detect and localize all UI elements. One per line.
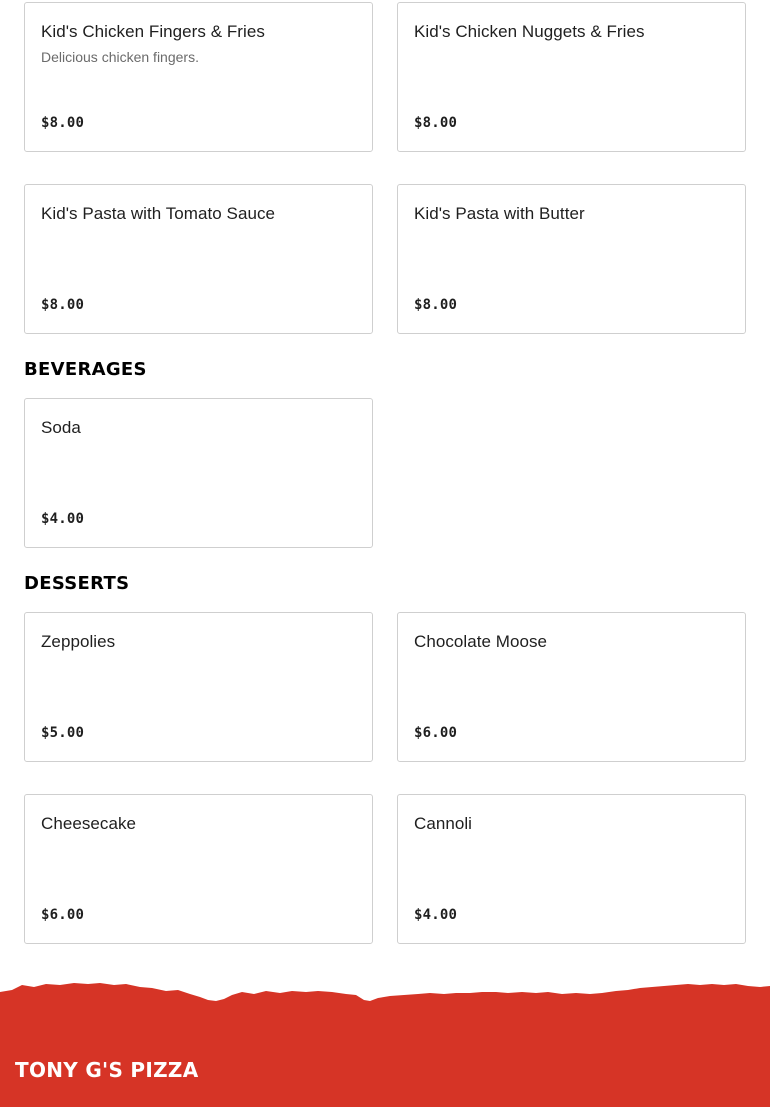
menu-item-name: Cheesecake xyxy=(41,814,137,833)
menu-item-price: $8.00 xyxy=(414,297,458,313)
menu-item-card[interactable] xyxy=(397,2,746,152)
menu-item-price: $8.00 xyxy=(414,115,458,131)
menu-item-card[interactable] xyxy=(397,794,746,944)
menu-item-name: Cannoli xyxy=(414,814,472,833)
section-heading-beverages: BEVERAGES xyxy=(24,359,147,380)
menu-item-name: Kid's Pasta with Butter xyxy=(414,204,585,223)
menu-item-price: $8.00 xyxy=(41,115,85,131)
menu-item-card[interactable] xyxy=(24,398,373,548)
menu-item-name: Zeppolies xyxy=(41,632,116,651)
menu-item-price: $4.00 xyxy=(41,511,85,527)
menu-item-card[interactable] xyxy=(397,612,746,762)
kids-menu-grid xyxy=(24,2,746,334)
menu-item-card[interactable] xyxy=(24,794,373,944)
menu-item-card[interactable] xyxy=(24,612,373,762)
torn-edge-background xyxy=(0,970,770,1107)
menu-item-description: Delicious chicken fingers. xyxy=(41,49,199,65)
menu-item-card[interactable] xyxy=(24,2,373,152)
menu-item-price: $4.00 xyxy=(414,907,458,923)
menu-item-name: Kid's Pasta with Tomato Sauce xyxy=(41,204,276,223)
menu-item-card[interactable] xyxy=(397,184,746,334)
menu-item-price: $6.00 xyxy=(414,725,458,741)
section-heading-desserts: DESSERTS xyxy=(24,573,130,594)
desserts-grid xyxy=(24,612,746,944)
menu-item-name: Soda xyxy=(41,418,81,437)
footer-brand-name[interactable]: TONY G'S PIZZA xyxy=(15,1058,199,1082)
menu-item-name: Kid's Chicken Nuggets & Fries xyxy=(414,22,645,41)
menu-item-price: $5.00 xyxy=(41,725,85,741)
menu-item-name: Kid's Chicken Fingers & Fries xyxy=(41,22,265,41)
beverages-grid xyxy=(24,398,746,548)
site-footer xyxy=(0,970,770,1107)
menu-item-name: Chocolate Moose xyxy=(414,632,548,651)
menu-item-card[interactable] xyxy=(24,184,373,334)
menu-item-price: $6.00 xyxy=(41,907,85,923)
menu-item-price: $8.00 xyxy=(41,297,85,313)
